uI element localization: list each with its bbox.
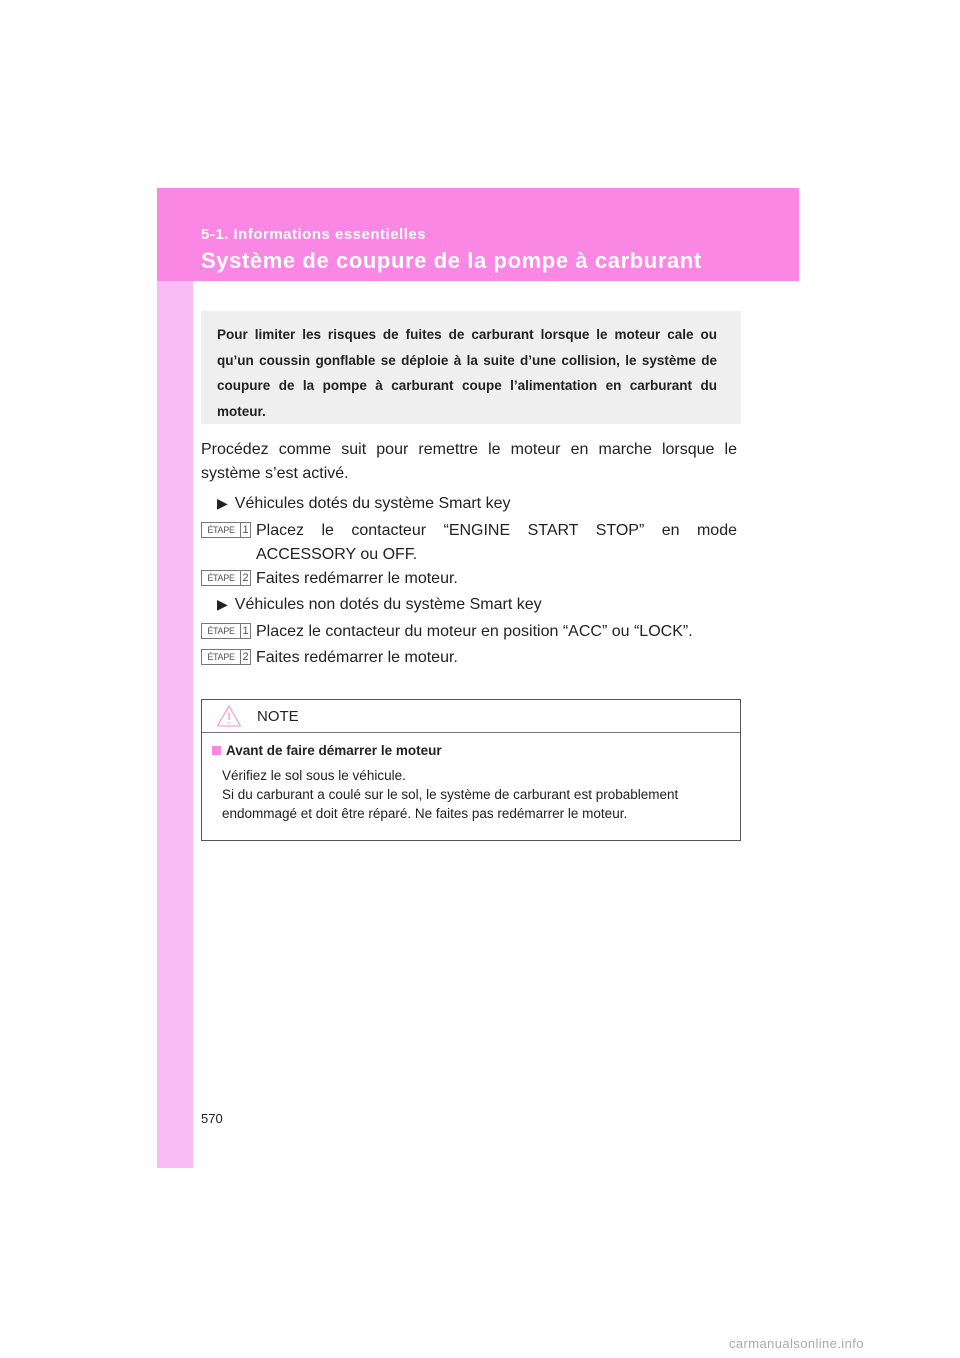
note-label: NOTE [257, 708, 299, 725]
warning-icon [216, 704, 242, 728]
page-title: Système de coupure de la pompe à carburant [201, 248, 702, 273]
sidebar-strip [157, 188, 193, 1168]
step-text: Placez le contacteur du moteur en position “ACC” ou “LOCK”. [256, 623, 693, 640]
intro-box [201, 311, 741, 424]
square-bullet-icon [212, 746, 221, 755]
step-item [201, 519, 737, 567]
step-badge: ÉTAPE 2 [201, 570, 251, 586]
condition-label: Véhicules non dotés du système Smart key [234, 596, 542, 613]
condition-label: Véhicules dotés du système Smart key [234, 495, 511, 512]
section-label: 5-1. Informations essentielles [201, 226, 427, 243]
note-line: endommagé et doit être réparé. Ne faites pas redémarrer le moteur. [222, 806, 628, 821]
note-line: Vérifiez le sol sous le véhicule. [222, 768, 406, 783]
intro-text: Pour limiter les risques de fuites de carburant lorsque le moteur cale ou qu’un coussin gonflable se déploie à la suite d’une collision, le système de coupure de la pompe à carburant coupe l’alimentation en carburant du moteur. [217, 327, 717, 419]
step-text: Faites redémarrer le moteur. [256, 649, 458, 666]
step-badge: ÉTAPE 2 [201, 649, 251, 665]
watermark: carmanualsonline.info [729, 1336, 864, 1351]
condition-smart-key [217, 495, 510, 513]
note-body [222, 766, 738, 823]
step-item [201, 620, 737, 644]
step-badge: ÉTAPE 1 [201, 522, 251, 538]
note-box [201, 699, 741, 841]
triangle-right-icon: ▶ [217, 596, 228, 612]
condition-no-smart-key [217, 596, 542, 614]
step-text: Faites redémarrer le moteur. [256, 570, 458, 587]
page-number: 570 [201, 1111, 223, 1126]
note-header [202, 700, 740, 733]
body-paragraph: Procédez comme suit pour remettre le moteur en marche lorsque le système s’est activé. [201, 441, 737, 482]
note-line: Si du carburant a coulé sur le sol, le système de carburant est probablement [222, 787, 679, 802]
note-subheading: Avant de faire démarrer le moteur [212, 743, 442, 758]
step-item [201, 567, 737, 591]
step-item [201, 646, 737, 670]
step-text: Placez le contacteur “ENGINE START STOP” en mode ACCESSORY ou OFF. [256, 522, 737, 563]
step-badge: ÉTAPE 1 [201, 623, 251, 639]
triangle-right-icon: ▶ [217, 495, 228, 511]
